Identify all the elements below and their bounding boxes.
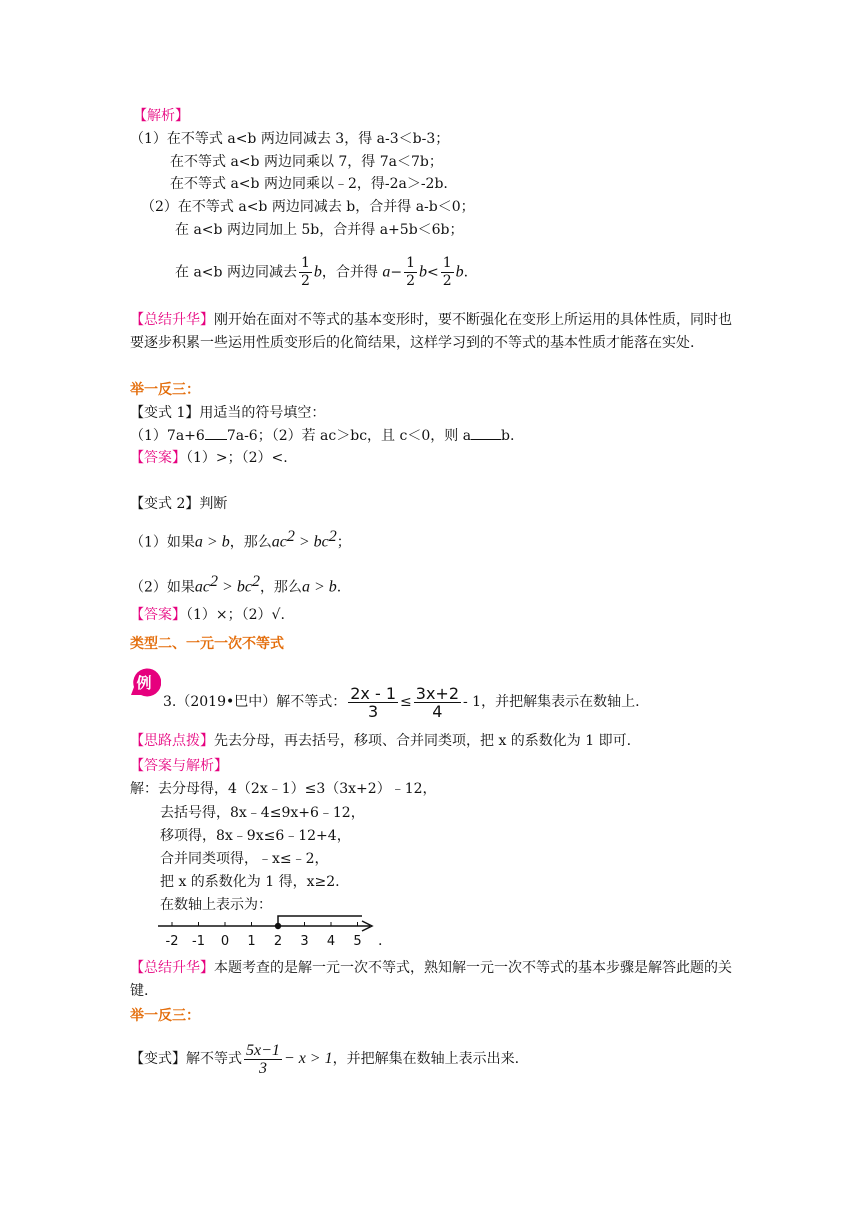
axis-tick-label: 1: [247, 934, 256, 948]
var-a: a: [382, 263, 391, 281]
variant-final: 【变式】解不等式 $\frac{5x-1}{3}$ − x > 1，并把解集在数轴上表示出来.: [130, 1041, 520, 1077]
axis-tick-label: 4: [326, 934, 336, 948]
var-b-2: b: [418, 263, 427, 281]
fraction-half-2: $\frac{1}{2}$: [406, 255, 415, 289]
period: .: [463, 264, 469, 281]
example-fraction-1: $\frac{2x - 1}{3}$: [350, 683, 397, 721]
solution-line-4: 合并同类项得，﹣x≤﹣2，: [160, 851, 329, 867]
svg-text:例: 例: [136, 674, 152, 692]
variant-2-answer: 【答案】（1）×；（2）√.: [130, 607, 285, 623]
summary-1-text: 刚开始在面对不等式的基本变形时，要不断强化在变形上所运用的具体性质，同时也要逐步积累一些运用性质变形后的化简结果，这样学习到的不等式的基本性质才能落在实处.: [130, 312, 732, 351]
variant-1-answer: 【答案】（1）>；（2）<.: [130, 450, 288, 466]
axis-tick-label: -2: [165, 934, 179, 948]
analysis-line-2: 在不等式 a<b 两边同乘以 7，得 7a＜7b；: [170, 154, 443, 170]
variant-2-q1: （1）如果a > b，那么$ac^2 > bc^2$；: [130, 528, 351, 551]
var-b-3: b: [455, 263, 464, 281]
axis-end-period: .: [378, 933, 383, 948]
variant-1: 【变式 1】用适当的符号填空：: [130, 405, 326, 421]
solution-line-6: 在数轴上表示为：: [160, 897, 272, 913]
line6-text-a: 在 a<b 两边同减去: [175, 264, 297, 281]
variant-fraction: $\frac{5x-1}{3}$: [246, 1041, 280, 1077]
solution-ray: [278, 916, 362, 926]
analysis-line-6: [175, 255, 468, 290]
practice-2-heading: 举一反三：: [130, 1008, 200, 1024]
axis-tick-label: 3: [300, 934, 309, 948]
analysis-line-3: 在不等式 a<b 两边同乘以﹣2，得-2a＞-2b.: [170, 176, 448, 192]
analysis-line-5: 在 a<b 两边同加上 5b，合并得 a+5b＜6b；: [175, 222, 464, 238]
fraction-half-3: $\frac{1}{2}$: [442, 255, 452, 289]
analysis-tag: 【解析】: [133, 108, 189, 124]
solution-line-3: 移项得，8x﹣9x≤6﹣12+4，: [160, 828, 351, 844]
summary-1-tag: 【总结升华】: [130, 312, 214, 328]
hint: 【思路点拨】先去分母，再去括号，移项、合并同类项，把 x 的系数化为 1 即可.: [130, 733, 632, 749]
axis-tick-label: 2: [273, 934, 283, 948]
example-fraction-2: $\frac{3x+2}{4}$: [415, 683, 459, 721]
example-badge-icon: [127, 665, 161, 699]
solution-endpoint: [275, 923, 281, 929]
answer-analysis-tag: 【答案与解析】: [130, 758, 228, 774]
blank-1: [205, 426, 227, 440]
example-3: 3.（2019•巴中）解不等式： $\frac{2x - 1}{3}$ ≤ $\frac{3x+2}{4}$ - 1，并把解集表示在数轴上.: [163, 683, 640, 721]
axis-tick-label: -1: [192, 934, 205, 948]
blank-2: [471, 426, 501, 440]
minus-sign: −: [390, 264, 403, 281]
axis-tick-label: 5: [353, 934, 362, 948]
summary-1: [130, 309, 742, 355]
solution-line-5: 把 x 的系数化为 1 得，x≥2.: [160, 874, 340, 890]
summary-2: 【总结升华】本题考查的是解一元一次不等式，熟知解一元一次不等式的基本步骤是解答此题的关键.: [130, 960, 732, 999]
variant-2: 【变式 2】判断: [130, 496, 228, 512]
variant-2-q2: （2）如果$ac^2 > bc^2$，那么a > b.: [130, 573, 342, 596]
solution-line-2: 去括号得，8x﹣4≤9x+6﹣12，: [160, 805, 365, 821]
axis-tick-label: 0: [220, 934, 230, 948]
var-b: b: [313, 263, 322, 281]
less-than: <: [426, 264, 439, 281]
number-line: [150, 912, 390, 948]
type-2-heading: 类型二、一元一次不等式: [130, 636, 284, 652]
example-badge: [127, 665, 161, 699]
fraction-half: $\frac{1}{2}$: [300, 255, 310, 289]
analysis-line-4: （2）在不等式 a<b 两边同减去 b，合并得 a-b＜0；: [141, 199, 475, 215]
practice-1-heading: 举一反三：: [130, 382, 200, 398]
line6-text-b: ，合并得: [321, 264, 378, 281]
variant-1-question: （1）7a+6 7a-6；（2）若 ac＞bc，且 c＜0，则 a b.: [130, 428, 515, 444]
solution-line-1: 解：去分母得，4（2x﹣1）≤3（3x+2）﹣12，: [130, 781, 437, 797]
analysis-line-1: （1）在不等式 a<b 两边同减去 3，得 a-3＜b-3；: [130, 131, 450, 147]
